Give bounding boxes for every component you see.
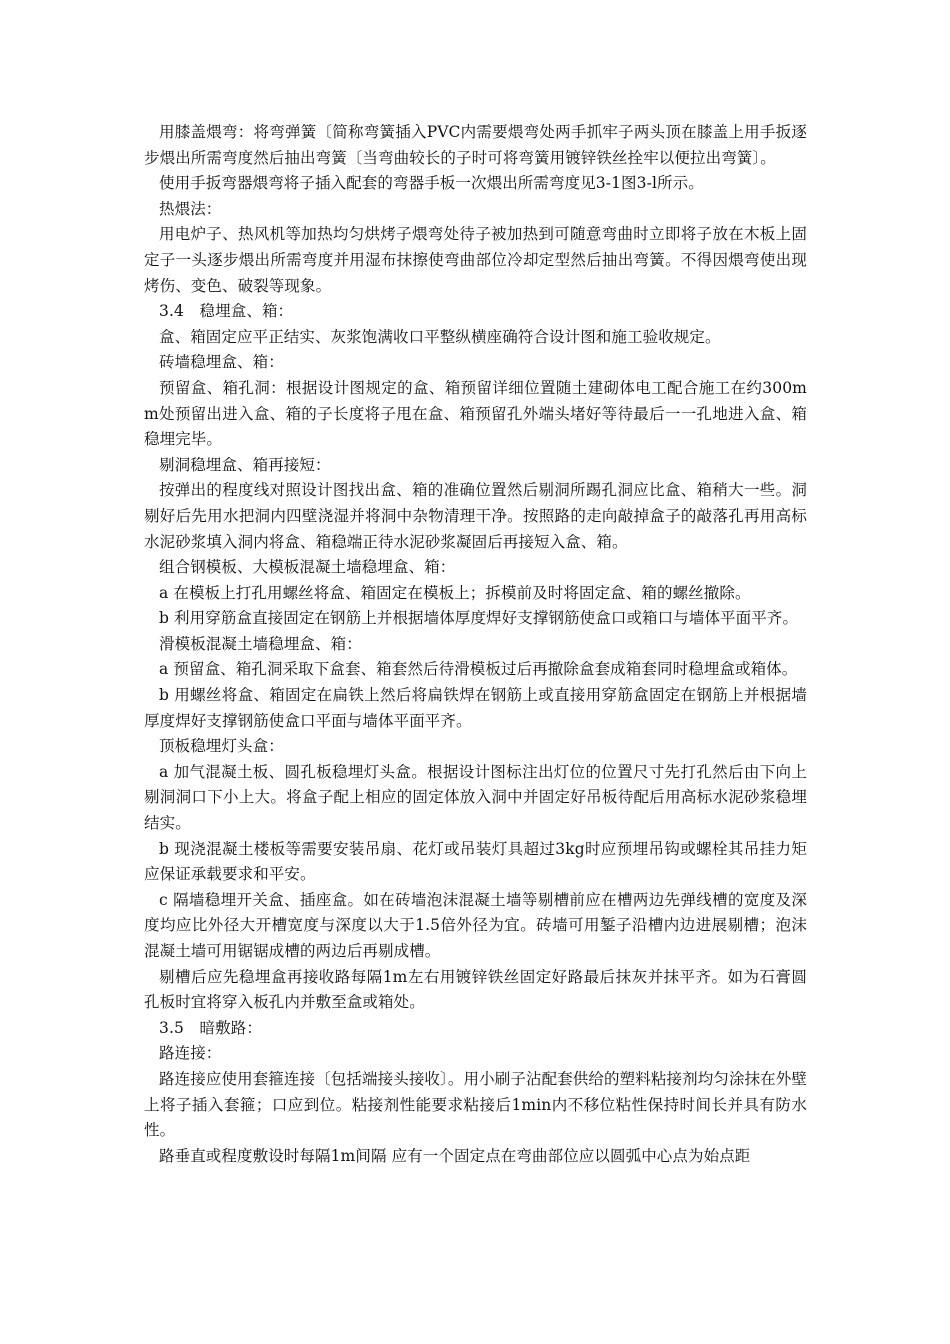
section-heading: 3.4 稳埋盒、箱：: [159, 302, 294, 321]
paragraph: 剔槽后应先稳埋盒再接收路每隔1m左右用镀锌铁丝固定好路最后抹灰并抹平齐。如为石膏圆孔板时宜将穿入板孔内并敷至盒或箱处。: [144, 967, 807, 1012]
section-heading: 顶板稳埋灯头盒：: [159, 737, 284, 756]
section-heading: 砖墙稳埋盒、箱：: [159, 353, 284, 372]
list-item: a 预留盒、箱孔洞采取下盒套、箱套然后待滑模板过后再撤除盒套成箱套同时稳埋盒或箱体。: [159, 660, 798, 679]
paragraph: 预留盒、箱孔洞：根据设计图规定的盒、箱预留详细位置随土建砌体电工配合施工在约300mm处预留出进入盒、箱的子长度将子甩在盒、箱预留孔外端头堵好等待最后一一孔地进入盒、箱稳埋完毕。: [144, 378, 807, 449]
section-heading: 组合钢模板、大模板混凝土墙稳埋盒、箱：: [159, 558, 456, 577]
list-item: c 隔墙稳埋开关盒、插座盒。如在砖墙泡沫混凝土墙等剔槽前应在槽两边先弹线槽的宽度及深度均应比外径大开槽宽度与深度以大于1.5倍外径为宜。砖墙可用錾子沿槽内边进展剔槽；泡沫混凝土墙可用锯锯成槽的两边后再剔成槽。: [144, 890, 807, 960]
list-item: b 利用穿筋盒直接固定在钢筋上并根据墙体厚度焊好支撑钢筋使盒口或箱口与墙体平面平齐。: [159, 609, 799, 628]
list-item: b 用螺丝将盒、箱固定在扁铁上然后将扁铁焊在钢筋上或直接用穿筋盒固定在钢筋上并根据墙厚度焊好支撑钢筋使盒口平面与墙体平面平齐。: [144, 686, 807, 730]
list-item: b 现浇混凝土楼板等需要安装吊扇、花灯或吊装灯具超过3kg时应预埋吊钩或螺栓其吊挂力矩应保证承载要求和平安。: [144, 839, 807, 884]
section-heading: 滑模板混凝土墙稳埋盒、箱：: [159, 634, 362, 653]
paragraph: 按弹出的程度线对照设计图找出盒、箱的准确位置然后剔洞所踢孔洞应比盒、箱稍大一些。洞剔好后先用水把洞内四壁浇湿并将洞中杂物清理干净。按照路的走向敲掉盒子的敲落孔再用高标水泥砂浆填入洞内将盒、箱稳端正待水泥砂浆凝固后再接短入盒、箱。: [144, 481, 807, 551]
paragraph: 使用手扳弯器煨弯将子插入配套的弯器手板一次煨出所需弯度见3-1图3-l所示。: [159, 174, 704, 193]
list-item: a 在模板上打孔用螺丝将盒、箱固定在模板上；拆模前及时将固定盒、箱的螺丝撤除。: [159, 583, 751, 602]
paragraph: 路垂直或程度敷设时每隔1m间隔 应有一个固定点在弯曲部位应以圆弧中心点为始点距: [159, 1146, 751, 1165]
paragraph: 用膝盖煨弯：将弯弹簧〔简称弯簧插入PVC内需要煨弯处两手抓牢子两头顶在膝盖上用手扳逐步煨出所需弯度然后抽出弯簧〔当弯曲较长的子时可将弯簧用镀锌铁丝拴牢以便拉出弯簧〕。: [144, 123, 807, 167]
section-heading: 路连接：: [159, 1044, 222, 1063]
section-heading: 剔洞稳埋盒、箱再接短：: [159, 455, 331, 474]
list-item: a 加气混凝土板、圆孔板稳埋灯头盒。根据设计图标注出灯位的位置尺寸先打孔然后由下向上剔洞洞口下小上大。将盒子配上相应的固定体放入洞中并固定好吊板待配后用高标水泥砂浆稳埋结实。: [144, 762, 807, 833]
document-page: [144, 120, 807, 1169]
paragraph: 路连接应使用套箍连接〔包括端接头接收〕。用小刷子沾配套供给的塑料粘接剂均匀涂抹在外壁上将子插入套箍；口应到位。粘接剂性能要求粘接后1min内不移位粘性保持时间长并具有防水性。: [144, 1069, 807, 1140]
paragraph: 盒、箱固定应平正结实、灰浆饱满收口平整纵横座确符合设计图和施工验收规定。: [159, 327, 721, 346]
paragraph: 用电炉子、热风机等加热均匀烘烤子煨弯处待子被加热到可随意弯曲时立即将子放在木板上固定子一头逐步煨出所需弯度并用湿布抹擦使弯曲部位冷却定型然后抽出弯簧。不得因煨弯使出现烤伤、变色、破裂等现象。: [144, 225, 807, 295]
section-heading: 热煨法：: [159, 199, 222, 218]
section-heading: 3.5 暗敷路：: [159, 1018, 262, 1037]
